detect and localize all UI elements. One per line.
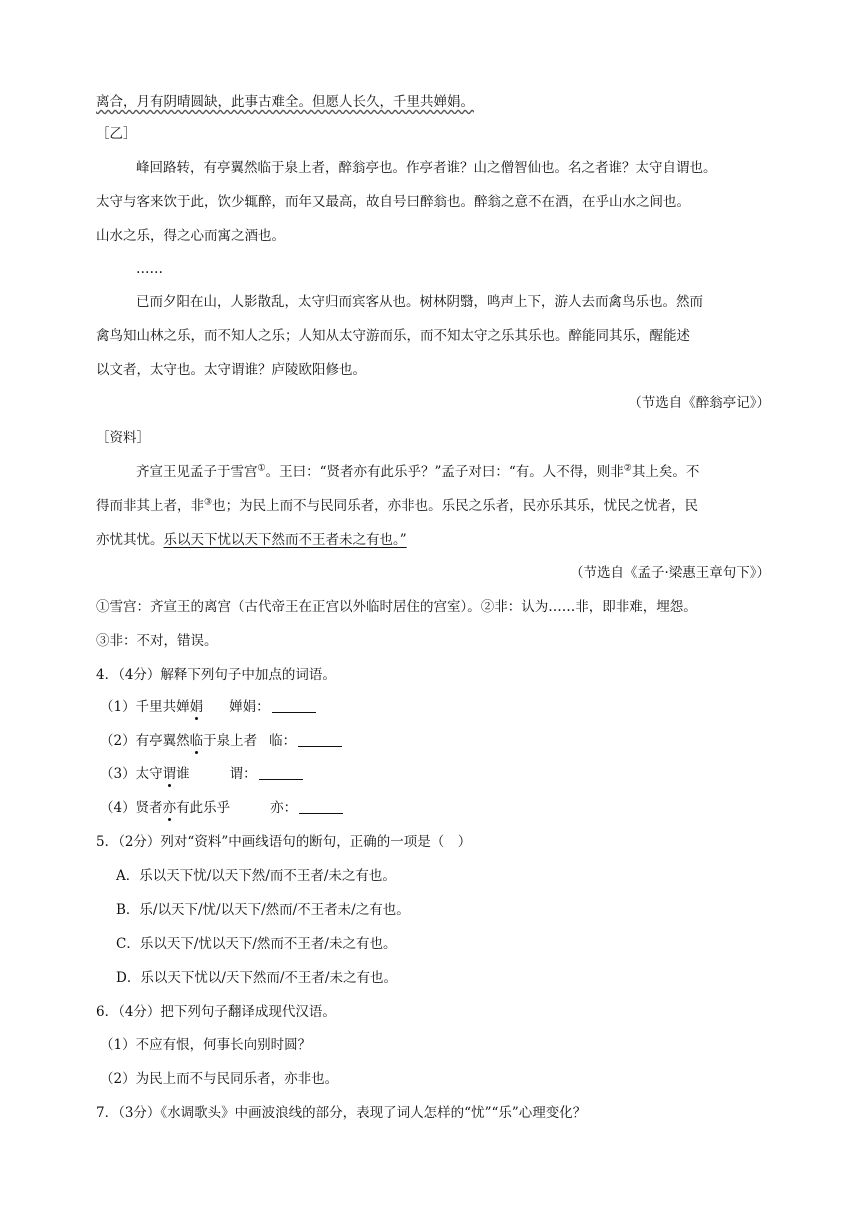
q4-item-num: （4） xyxy=(100,800,136,816)
note-1-mark: ① xyxy=(96,599,110,615)
ziliao-line3-a: 亦忧其忧。 xyxy=(96,532,164,548)
q4-item-text: 有亭翼然 xyxy=(135,733,190,749)
ziliao-line1-b: 。王曰：“贤者亦有此乐乎？”孟子对曰：“有。人不得，则非 xyxy=(265,464,624,480)
q4-item-num: （2） xyxy=(100,733,136,749)
section-ziliao-label: ［资料］ xyxy=(96,430,150,446)
ziliao-line2 xyxy=(96,496,698,516)
q4-item-text: 千里共婵 xyxy=(135,699,190,715)
q4-item-4 xyxy=(100,798,343,818)
answer-blank[interactable] xyxy=(299,799,343,814)
answer-blank[interactable] xyxy=(272,698,316,713)
yi-source: （节选自《醉翁亭记》） xyxy=(628,395,770,411)
q4-item-num: （3） xyxy=(100,766,136,782)
ziliao-line1 xyxy=(136,462,699,482)
q5-option-a[interactable]: A．乐以天下忧/以天下然/而不王者/未之有也。 xyxy=(116,868,396,884)
dotted-word: 谓 xyxy=(162,766,177,782)
yi-p1-line1: 峰回路转，有亭翼然临于泉上者，醉翁亭也。作亭者谁？山之僧智仙也。名之者谁？太守自谓也。 xyxy=(136,160,717,176)
q4-item-label: 临： xyxy=(269,733,297,749)
q4-item-text: 太守 xyxy=(135,766,163,782)
q4-item-num: （1） xyxy=(100,699,136,715)
dotted-word: 亦 xyxy=(162,800,177,816)
q4-item-text: 有此乐乎 xyxy=(176,800,231,816)
ziliao-underlined-sentence: 乐以天下忧以天下然而不王者未之有也。” xyxy=(163,532,407,548)
note-mark-1: ① xyxy=(257,463,266,474)
q6-item-1: （1）不应有恨，何事长向别时圆？ xyxy=(100,1037,312,1053)
dotted-word: 娟 xyxy=(189,699,204,715)
q4-stem: 4．（4分）解释下列句子中加点的词语。 xyxy=(96,667,336,683)
yi-p1-line3: 山水之乐，得之心而寓之酒也。 xyxy=(96,228,285,244)
q4-item-text: 于泉上者 xyxy=(203,733,258,749)
q4-item-label: 谓： xyxy=(229,766,257,782)
note-2-mark: ② xyxy=(480,599,495,615)
note-3: 非：不对，错误。 xyxy=(109,633,218,649)
q6-item-2: （2）为民上而不与民同乐者，亦非也。 xyxy=(100,1071,339,1087)
section-yi-label: ［乙］ xyxy=(96,126,137,142)
dotted-word: 临 xyxy=(189,733,204,749)
q4-item-label: 婵娟： xyxy=(229,699,270,715)
note-mark-2: ② xyxy=(623,463,632,474)
q5-option-b[interactable]: B．乐/以天下/忧/以天下/然而/不王者未/之有也。 xyxy=(116,902,410,918)
q5-option-d[interactable]: D．乐以天下忧以/天下然而/不王者/未之有也。 xyxy=(116,970,397,986)
notes-line2 xyxy=(96,631,218,651)
ziliao-source: （节选自《孟子·梁惠王章句下》） xyxy=(569,565,770,581)
yi-p2-line3: 以文者，太守也。太守谓谁？庐陵欧阳修也。 xyxy=(96,362,366,378)
yi-p2-line2: 禽鸟知山林之乐，而不知人之乐；人知从太守游而乐，而不知太守之乐其乐也。醉能同其乐，醒能述 xyxy=(96,328,690,344)
q4-item-label: 亦： xyxy=(270,800,298,816)
q5-option-c[interactable]: C．乐以天下/忧以天下/然而不王者/未之有也。 xyxy=(116,936,397,952)
q4-item-1 xyxy=(100,697,316,717)
yi-p2-line1: 已而夕阳在山，人影散乱，太守归而宾客从也。树林阴翳，鸣声上下，游人去而禽鸟乐也。然而 xyxy=(136,294,703,310)
ellipsis: …… xyxy=(136,261,163,277)
q6-stem: 6．（4分）把下列句子翻译成现代汉语。 xyxy=(96,1004,336,1020)
ziliao-line1-c: 其上矣。不 xyxy=(631,464,700,480)
note-3-mark: ③ xyxy=(96,633,110,649)
ziliao-line3 xyxy=(96,530,407,550)
q4-item-3 xyxy=(100,764,303,784)
ziliao-line2-a: 得而非其上者，非 xyxy=(96,498,204,514)
answer-blank[interactable] xyxy=(298,732,342,747)
note-1: 雪宫：齐宣王的离宫（古代帝王在正宫以外临时居住的宫室）。 xyxy=(109,599,481,615)
q7-stem: 7．（3分）《水调歌头》中画波浪线的部分，表现了词人怎样的“忧”“乐”心理变化？ xyxy=(96,1105,587,1121)
ziliao-line1-a: 齐宣王见孟子于雪宫 xyxy=(136,464,258,480)
q4-item-2 xyxy=(100,731,342,751)
poem-tail-line: 离合，月有阴晴圆缺，此事古难全。但愿人长久，千里共婵娟。 xyxy=(96,94,474,110)
yi-p1-line2: 太守与客来饮于此，饮少辄醉，而年又最高，故自号曰醉翁也。醉翁之意不在酒，在乎山水之间也。 xyxy=(96,194,690,210)
q4-item-text: 谁 xyxy=(176,766,190,782)
answer-blank[interactable] xyxy=(259,765,303,780)
notes-line1 xyxy=(96,597,697,617)
note-2: 非：认为……非，即非难，埋怨。 xyxy=(494,599,697,615)
q4-item-text: 贤者 xyxy=(135,800,163,816)
q5-stem: 5．（2分）列对“资料”中画线语句的断句，正确的一项是（ ） xyxy=(96,834,472,850)
note-mark-3: ③ xyxy=(204,497,213,508)
ziliao-line2-b: 也；为民上而不与民同乐者，亦非也。乐民之乐者，民亦乐其乐，忧民之忧者，民 xyxy=(212,498,699,514)
